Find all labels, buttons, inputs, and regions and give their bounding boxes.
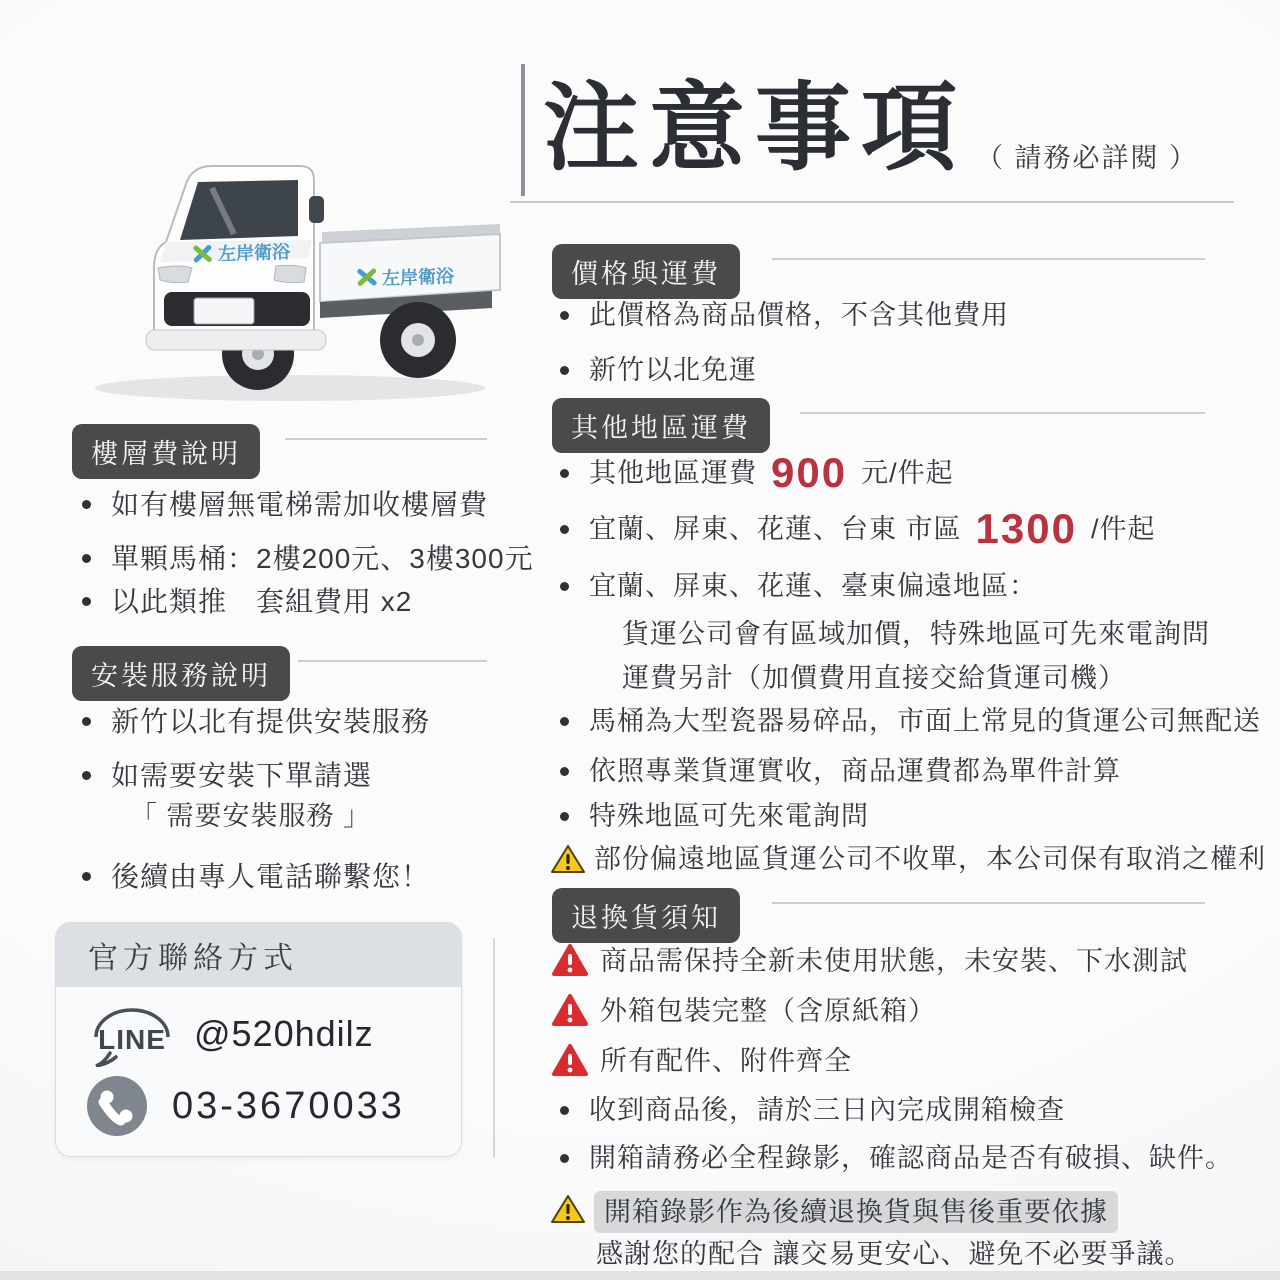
line-label: LINE — [98, 1024, 166, 1055]
bullet-continuation: 運費另計（加價費用直接交給貨運司機） — [622, 663, 1126, 693]
bullet-item — [560, 1092, 1065, 1128]
alert-item — [552, 1043, 852, 1079]
alert-text: 外箱包裝完整（含原紙箱） — [600, 996, 936, 1026]
section-divider — [772, 258, 1205, 260]
section-badge-floor-fee: 樓層費說明 — [72, 424, 260, 479]
bullet-continuation: 貨運公司會有區域加價，特殊地區可先來電詢問 — [622, 619, 1210, 649]
column-divider — [493, 938, 495, 1158]
bullet-dot — [560, 311, 569, 320]
bullet-item — [82, 486, 488, 524]
bullet-item — [82, 757, 372, 795]
contact-card — [55, 922, 462, 1157]
bullet-dot — [560, 1106, 569, 1115]
fee-prefix: 宜蘭、屏東、花蓮、台東 市區 — [589, 513, 962, 544]
alert-item — [552, 993, 936, 1029]
bullet-dot — [560, 525, 569, 534]
final-warning-line2: 感謝您的配合 讓交易更安心、避免不必要爭議。 — [596, 1239, 1193, 1269]
line-id: @520hdilz — [194, 1013, 374, 1054]
bullet-item — [82, 540, 534, 578]
warning-triangle-yellow-icon — [550, 1193, 586, 1225]
final-warning-highlight: 開箱錄影作為後續退換貨與售後重要依據 — [594, 1191, 1118, 1233]
bullet-item — [82, 858, 430, 896]
bullet-item — [82, 703, 430, 741]
bullet-dot — [560, 366, 569, 375]
section-badge-region-shipping: 其他地區運費 — [552, 398, 770, 453]
bullet-item — [560, 297, 1009, 333]
bullet-dot — [560, 469, 569, 478]
bullet-text: 以此類推 套組費用 x2 — [111, 586, 413, 617]
contact-card-header — [56, 923, 461, 987]
section-divider — [298, 660, 487, 662]
fee-price: 1300 — [975, 505, 1077, 552]
page-title: 注意事項 — [543, 75, 967, 182]
fee-item — [560, 449, 954, 496]
bullet-text: 依照專業貨運實收，商品運費都為單件計算 — [589, 756, 1121, 786]
bottom-edge-shade — [0, 1271, 1280, 1280]
phone-icon — [86, 1075, 148, 1137]
truck-brand-text: 左岸衛浴 — [217, 241, 291, 265]
bullet-text: 此價格為商品價格，不含其他費用 — [589, 300, 1009, 330]
bullet-dot — [82, 771, 91, 780]
phone-contact-row — [86, 1075, 461, 1137]
line-icon — [86, 1001, 178, 1067]
contact-card-title: 官方聯絡方式 — [88, 942, 298, 975]
section-divider — [800, 412, 1205, 414]
bullet-text: 收到商品後，請於三日內完成開箱檢查 — [589, 1095, 1065, 1125]
bullet-text: 宜蘭、屏東、花蓮、臺東偏遠地區： — [589, 571, 1037, 601]
alert-triangle-red-icon — [552, 993, 588, 1027]
bullet-item — [560, 798, 869, 834]
phone-number: 03-3670033 — [172, 1084, 405, 1127]
line-contact-row — [86, 1001, 461, 1067]
bullet-text: 特殊地區可先來電詢問 — [589, 801, 869, 831]
bullet-dot — [82, 554, 91, 563]
bullet-dot — [560, 1154, 569, 1163]
fee-prefix: 其他地區運費 — [589, 457, 757, 488]
alert-text: 所有配件、附件齊全 — [600, 1046, 852, 1076]
bullet-item — [560, 352, 757, 388]
warning-item — [550, 841, 1266, 877]
bullet-text: 開箱請務必全程錄影，確認商品是否有破損、缺件。 — [589, 1143, 1233, 1173]
bullet-dot — [560, 767, 569, 776]
bullet-item — [560, 753, 1121, 789]
alert-triangle-red-icon — [552, 1043, 588, 1077]
fee-suffix: /件起 — [1090, 513, 1156, 544]
bullet-dot — [560, 717, 569, 726]
section-divider — [285, 438, 487, 440]
bullet-continuation: 「 需要安裝服務 」 — [130, 801, 372, 831]
bullet-dot — [560, 582, 569, 591]
section-badge-returns: 退換貨須知 — [552, 888, 740, 943]
truck-brand-text: 左岸衛浴 — [381, 266, 455, 289]
title-divider — [510, 201, 1234, 203]
bullet-text: 後續由專人電話聯繫您！ — [111, 861, 431, 892]
bullet-dot — [82, 500, 91, 509]
section-divider — [772, 902, 1205, 904]
fee-price: 900 — [771, 449, 848, 496]
title-accent-bar — [521, 64, 525, 196]
warning-text: 部份偏遠地區貨運公司不收單，本公司保有取消之權利 — [594, 844, 1266, 874]
section-badge-price-shipping: 價格與運費 — [552, 244, 740, 299]
bullet-text: 如有樓層無電梯需加收樓層費 — [111, 489, 489, 520]
page-title-note: （ 請務必詳閱 ） — [976, 143, 1199, 173]
bullet-item — [560, 568, 1037, 604]
bullet-dot — [82, 597, 91, 606]
alert-text: 商品需保持全新未使用狀態，未安裝、下水測試 — [600, 946, 1188, 976]
warning-triangle-yellow-icon — [550, 843, 586, 875]
bullet-text: 新竹以北免運 — [589, 355, 757, 385]
bullet-dot — [82, 872, 91, 881]
fee-item — [560, 505, 1156, 552]
bullet-text: 馬桶為大型瓷器易碎品，市面上常見的貨運公司無配送 — [589, 706, 1261, 736]
delivery-truck-illustration — [60, 100, 510, 410]
bullet-text: 如需要安裝下單請選 — [111, 760, 373, 791]
bullet-dot — [560, 812, 569, 821]
alert-triangle-red-icon — [552, 943, 588, 977]
section-badge-install-service: 安裝服務說明 — [72, 646, 290, 701]
bullet-item — [560, 1140, 1233, 1176]
bullet-text: 單顆馬桶：2樓200元、3樓300元 — [111, 543, 534, 574]
alert-item — [552, 943, 1188, 979]
fee-suffix: 元/件起 — [861, 457, 954, 488]
bullet-text: 新竹以北有提供安裝服務 — [111, 706, 431, 737]
bullet-item — [560, 703, 1261, 739]
bullet-dot — [82, 717, 91, 726]
final-warning — [550, 1191, 1118, 1233]
bullet-item — [82, 583, 412, 621]
